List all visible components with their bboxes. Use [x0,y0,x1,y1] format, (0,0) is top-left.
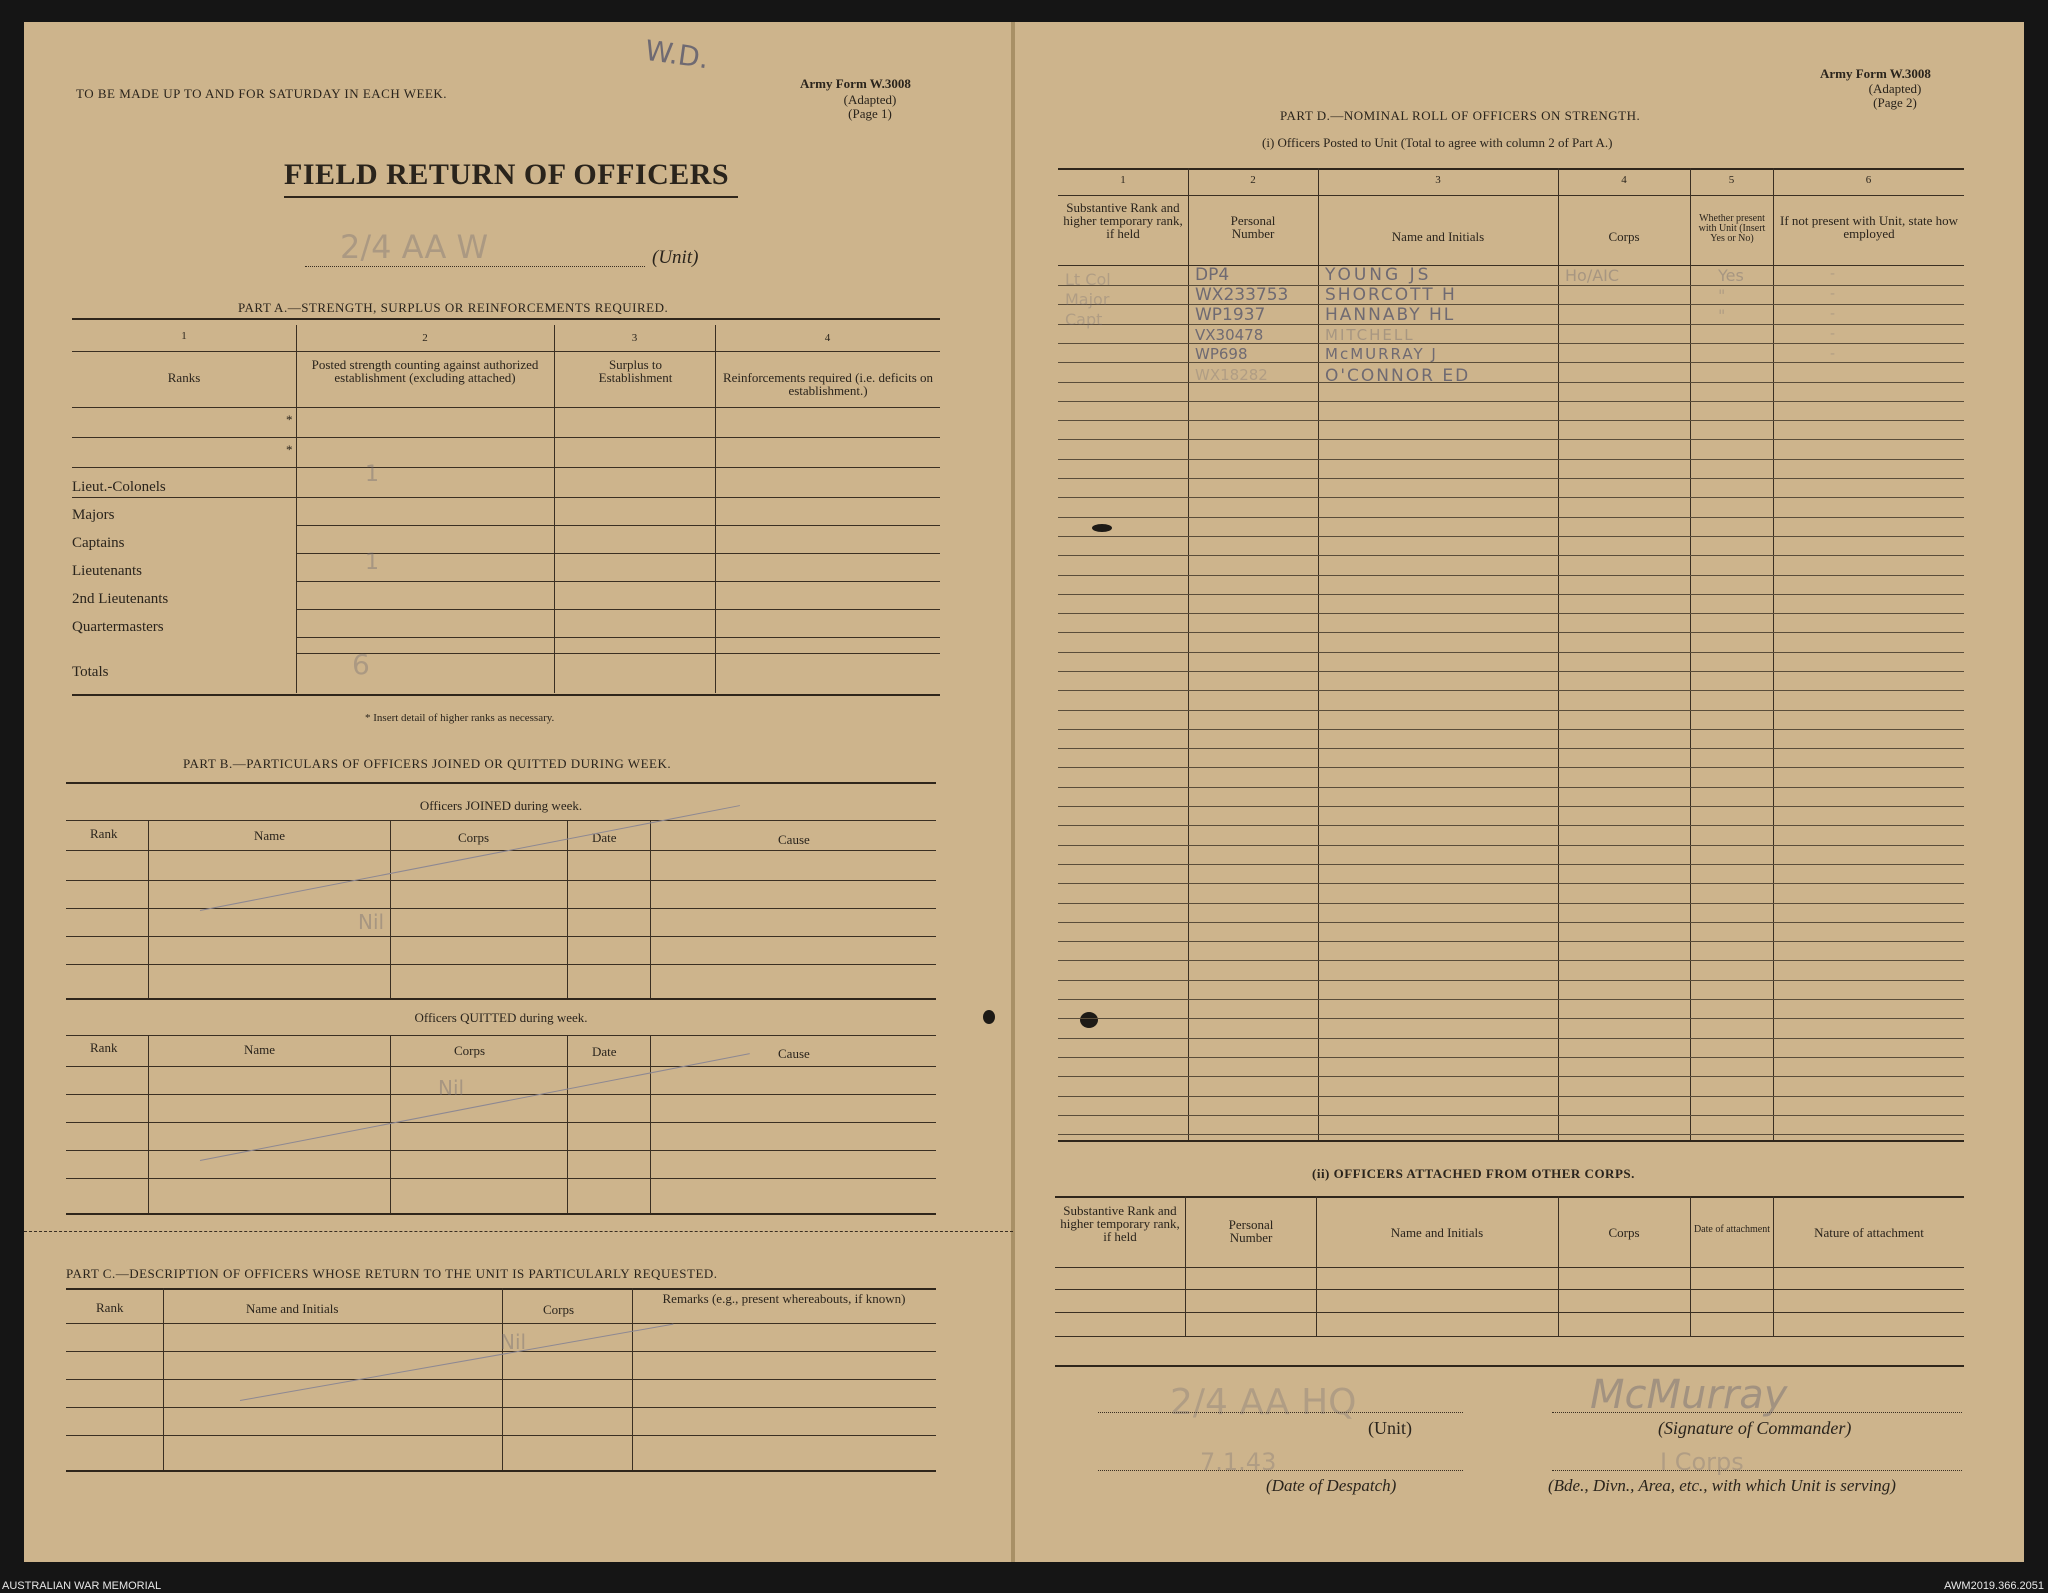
roll-row-rule [1058,787,1964,788]
quitted-nil-entry: Nil [438,1076,465,1100]
roll-row-rule [1058,459,1964,460]
quitted-col-divider [148,1035,149,1215]
signoff-area-label: (Bde., Divn., Area, etc., with which Unit is serving) [1548,1476,1896,1495]
unit-label: (Unit) [652,247,699,268]
tear-line [24,1231,1013,1232]
part-c-row-rule [66,1379,936,1380]
page-fold [1011,22,1015,1562]
part-d-title: PART D.—NOMINAL ROLL OF OFFICERS ON STRENGTH. [1280,108,1641,123]
totals-value: 6 [352,648,370,681]
part-d-col-divider [1773,168,1774,1140]
roll-row-1-name: YOUNG JS [1325,265,1432,285]
part-c-col-divider [163,1288,164,1472]
quitted-row-rule [66,1122,936,1123]
part-a-row-rule [296,609,940,610]
roll-row-6-number: WX18282 [1195,366,1268,384]
attached-header-number: Personal Number [1228,1217,1274,1245]
roll-row-5-number: WP698 [1195,345,1248,363]
part-a-header-posted: Posted strength counting against authorized establishment (excluding attached) [311,357,539,385]
roll-row-rule [1058,748,1964,749]
attached-header-rank: Substantive Rank and higher temporary rank, if held [1060,1203,1180,1244]
roll-row-rule [1058,883,1964,884]
roll-row-3-present: " [1718,306,1726,325]
totals-label: Totals [72,664,109,680]
joined-row-rule [66,908,936,909]
part-a-row-rule [296,653,940,654]
roll-row-4-employed: - [1830,326,1836,342]
roll-row-rule [1058,555,1964,556]
part-d-header-rule [1058,265,1964,266]
roll-row-rule [1058,825,1964,826]
attached-header-name: Name and Initials [1390,1225,1484,1240]
part-c-header-rank: Rank [96,1300,124,1315]
joined-title: Officers JOINED during week. [419,798,583,813]
part-d-top-rule [1058,168,1964,170]
roll-row-4-number: VX30478 [1195,326,1264,344]
part-d-col-divider [1188,168,1189,1140]
part-c-col-divider [632,1288,633,1472]
joined-header-date: Date [592,830,617,845]
attached-bottom-rule [1055,1365,1964,1367]
attached-row-rule [1055,1289,1964,1290]
joined-col-divider [567,820,568,998]
part-d-header-rank: Substantive Rank and higher temporary rank, if held [1063,200,1183,241]
quitted-row-rule [66,1094,936,1095]
roll-row-rule [1058,864,1964,865]
roll-row-rule [1058,999,1964,1000]
roll-row-rule [1058,980,1964,981]
part-c-header-name: Name and Initials [246,1301,339,1316]
roll-row-rule [1058,478,1964,479]
roll-row-2-present: " [1718,286,1726,305]
attached-col-divider [1316,1196,1317,1336]
quitted-row-rule [66,1178,936,1179]
binding-hole [1080,1012,1098,1028]
roll-row-1-employed: - [1830,266,1836,282]
quitted-title: Officers QUITTED during week. [414,1010,588,1025]
part-d-header-corps: Corps [1608,229,1640,244]
part-a-row-rule [296,581,940,582]
signoff-signature-label: (Signature of Commander) [1658,1418,1852,1438]
part-c-header-remarks: Remarks (e.g., present whereabouts, if known) [662,1291,906,1306]
roll-row-2-rank: Major [1065,290,1110,309]
footer-accession-number: AWM2019.366.2051 [1944,1580,2044,1592]
signoff-area-value: I Corps [1660,1448,1744,1476]
roll-row-3-number: WP1937 [1195,305,1266,325]
roll-row-rule [1058,324,1964,325]
quitted-header-rank: Rank [90,1040,118,1055]
roll-row-1-present: Yes [1718,266,1744,285]
attached-row-rule [1055,1312,1964,1313]
part-d-colnum-2: 2 [1250,174,1256,186]
signoff-unit-value: 2/4 AA HQ [1170,1382,1357,1423]
roll-row-rule [1058,1115,1964,1116]
roll-row-rule [1058,690,1964,691]
roll-row-rule [1058,671,1964,672]
part-c-header-corps: Corps [543,1302,575,1317]
binding-hole [1092,524,1112,532]
part-d-header-number: Personal Number [1230,213,1276,241]
roll-row-rule [1058,1134,1964,1135]
attached-col-divider [1185,1196,1186,1336]
roll-row-2-number: WX233753 [1195,285,1289,305]
roll-row-2-name: SHORCOTT H [1325,285,1457,305]
roll-row-rule [1058,497,1964,498]
joined-col-divider [650,820,651,998]
quitted-header-name: Name [244,1042,276,1057]
document-title: FIELD RETURN OF OFFICERS [284,158,730,191]
rank-label-lieutenants: Lieutenants [72,563,142,579]
rank-label-2nd-lieutenants: 2nd Lieutenants [72,591,169,607]
roll-row-rule [1058,1018,1964,1019]
roll-row-rule [1058,1038,1964,1039]
roll-row-rule [1058,632,1964,633]
part-d-col-divider [1318,168,1319,1140]
roll-row-rule [1058,382,1964,383]
part-a-footnote: * Insert detail of higher ranks as necessary. [365,712,555,724]
roll-row-rule [1058,594,1964,595]
part-d-col-divider [1558,168,1559,1140]
roll-row-rule [1058,941,1964,942]
roll-row-rule [1058,960,1964,961]
signoff-unit-line [1098,1412,1463,1413]
part-c-top-rule [66,1288,936,1290]
part-d-colnum-rule [1058,195,1964,196]
commander-signature: McMurray [1590,1372,1788,1418]
part-d-colnum-1: 1 [1120,174,1126,186]
roll-row-rule [1058,767,1964,768]
part-a-header-ranks: Ranks [167,370,201,385]
joined-col-divider [148,820,149,998]
roll-row-rule [1058,362,1964,363]
roll-row-rule [1058,304,1964,305]
part-a-header-reinforcements: Reinforcements required (i.e. deficits on establishment.) [722,370,934,398]
attached-header-rule [1055,1267,1964,1268]
part-c-row-rule [66,1435,936,1436]
part-a-row-rule [296,553,940,554]
attached-col-divider [1690,1196,1691,1336]
part-d-col-divider [1690,168,1691,1140]
joined-header-corps: Corps [458,830,490,845]
signoff-date-value: 7.1.43 [1200,1448,1277,1476]
part-d-colnum-4: 4 [1621,174,1627,186]
attached-header-date: Date of attachment [1693,1224,1771,1235]
unit-dotted-line [305,266,645,267]
joined-row-rule [66,936,936,937]
attached-header-corps: Corps [1608,1225,1640,1240]
part-d-colnum-3: 3 [1435,174,1441,186]
quitted-header-top [66,1035,936,1036]
roll-row-1-corps: Ho/AIC [1565,266,1620,285]
roll-row-rule [1058,922,1964,923]
attached-col-divider [1558,1196,1559,1336]
part-a-row-rule [72,437,940,438]
signoff-area-line [1552,1470,1962,1471]
part-d-header-name: Name and Initials [1391,229,1485,244]
roll-row-rule [1058,903,1964,904]
roll-row-rule [1058,439,1964,440]
quitted-header-corps: Corps [454,1043,486,1058]
part-c-col-divider [502,1288,503,1472]
part-c-row-rule [66,1407,936,1408]
roll-row-5-name: McMURRAY J [1325,345,1438,363]
roll-row-2-employed: - [1830,286,1836,302]
part-b-top-rule [66,782,936,784]
footer-credit: AUSTRALIAN WAR MEMORIAL [2,1580,162,1592]
part-c-header-rule [66,1323,936,1324]
quitted-row-rule [66,1150,936,1151]
signoff-unit-label: (Unit) [1368,1418,1412,1438]
part-c-bottom-rule [66,1470,936,1472]
part-a-row-rule [72,497,940,498]
part-a-colnum-rule [72,351,940,352]
part-a-bottom-rule [72,694,940,696]
roll-row-rule [1058,613,1964,614]
part-d-colnum-6: 6 [1865,174,1872,186]
roll-row-3-employed: - [1830,306,1836,322]
attached-col-divider [1773,1196,1774,1336]
quitted-header-cause: Cause [778,1046,810,1061]
form-adapted-p2: (Adapted) [1868,81,1922,96]
roll-row-rule [1058,1076,1964,1077]
form-page-number: (Page 1) [848,106,892,121]
roll-row-rule [1058,1057,1964,1058]
rank-label-majors: Majors [72,507,115,523]
roll-row-rule [1058,285,1964,286]
form-page-number-p2: (Page 2) [1873,95,1917,110]
attached-row-rule [1055,1336,1964,1337]
part-a-top-rule [72,318,940,320]
attached-top-rule [1055,1196,1964,1198]
part-a-row-rule [296,525,940,526]
part-a-colnum-1: 1 [181,330,187,342]
part-a-asterisk: * [286,442,293,457]
title-underline [284,196,738,198]
form-adapted: (Adapted) [843,92,897,107]
part-a-header-rule [72,407,940,408]
part-a-colnum-2: 2 [422,332,428,344]
part-d-header-employed: If not present with Unit, state how employed [1780,213,1958,241]
signoff-signature-line [1552,1412,1962,1413]
joined-bottom-rule [66,998,936,1000]
joined-nil-entry: Nil [358,910,385,934]
joined-header-name: Name [254,828,286,843]
rank-label-quartermasters: Quartermasters [72,619,164,635]
roll-row-rule [1058,845,1964,846]
rank-label-lt-col: Lieut.-Colonels [72,479,166,495]
part-a-colnum-3: 3 [631,332,638,344]
part-d-subtitle: (i) Officers Posted to Unit (Total to agree with column 2 of Part A.) [1262,135,1613,150]
roll-row-rule [1058,517,1964,518]
roll-row-1-number: DP4 [1195,265,1230,285]
joined-header-rank: Rank [90,826,118,841]
posted-lt-col-value: 1 [365,462,379,487]
part-b-title: PART B.—PARTICULARS OF OFFICERS JOINED OR QUITTED DURING WEEK. [183,756,672,771]
rank-label-captains: Captains [72,535,125,551]
roll-row-rule [1058,536,1964,537]
part-a-header-surplus: Surplus to Establishment [598,357,673,385]
joined-row-rule [66,880,936,881]
quitted-bottom-rule [66,1213,936,1215]
roll-row-rule [1058,806,1964,807]
quitted-col-divider [650,1035,651,1215]
roll-row-rule [1058,710,1964,711]
roll-row-6-name: O'CONNOR ED [1325,366,1471,386]
quitted-header-bottom [66,1066,936,1067]
roll-row-rule [1058,401,1964,402]
part-d-colnum-5: 5 [1728,174,1735,186]
weekly-instruction: TO BE MADE UP TO AND FOR SATURDAY IN EACH WEEK. [76,86,448,101]
roll-row-rule [1058,420,1964,421]
joined-header-top [66,820,936,821]
roll-row-1-rank: Lt Col [1065,270,1111,289]
part-d-bottom-rule [1058,1140,1964,1142]
signoff-date-line [1098,1470,1463,1471]
roll-row-3-rank: Capt [1065,310,1103,329]
part-a-title: PART A.—STRENGTH, SURPLUS OR REINFORCEMENTS REQUIRED. [238,300,669,315]
binding-hole [983,1010,995,1024]
roll-row-rule [1058,652,1964,653]
part-a-row-rule [72,467,940,468]
attached-header-nature: Nature of attachment [1814,1225,1924,1240]
roll-row-5-employed: - [1830,346,1836,362]
part-c-title: PART C.—DESCRIPTION OF OFFICERS WHOSE RETURN TO THE UNIT IS PARTICULARLY REQUESTED. [66,1266,718,1281]
roll-row-4-name: MITCHELL [1325,326,1415,344]
form-number-p2: Army Form W.3008 [1820,66,1931,81]
part-d-header-present: Whether present with Unit (Insert Yes or No) [1698,213,1766,244]
roll-row-rule [1058,1096,1964,1097]
quitted-col-divider [390,1035,391,1215]
posted-lieutenants-value: 1 [365,550,379,575]
quitted-col-divider [567,1035,568,1215]
joined-row-rule [66,964,936,965]
roll-row-rule [1058,729,1964,730]
joined-col-divider [390,820,391,998]
form-number: Army Form W.3008 [800,76,911,91]
unit-handwritten-value: 2/4 AA W [340,228,489,266]
signoff-date-label: (Date of Despatch) [1266,1476,1397,1495]
part-a-asterisk: * [286,412,293,427]
roll-row-3-name: HANNABY HL [1325,305,1456,325]
roll-row-rule [1058,343,1964,344]
quitted-header-date: Date [592,1044,617,1059]
part-a-row-rule [296,637,940,638]
form-page-2 [1013,22,2024,1562]
part-c-nil-entry: Nil [500,1330,527,1354]
joined-header-cause: Cause [778,832,810,847]
attached-title: (ii) OFFICERS ATTACHED FROM OTHER CORPS. [1312,1166,1635,1181]
roll-row-rule [1058,575,1964,576]
part-a-colnum-4: 4 [824,332,831,344]
handwritten-wd-annotation: W.D. [643,33,711,76]
